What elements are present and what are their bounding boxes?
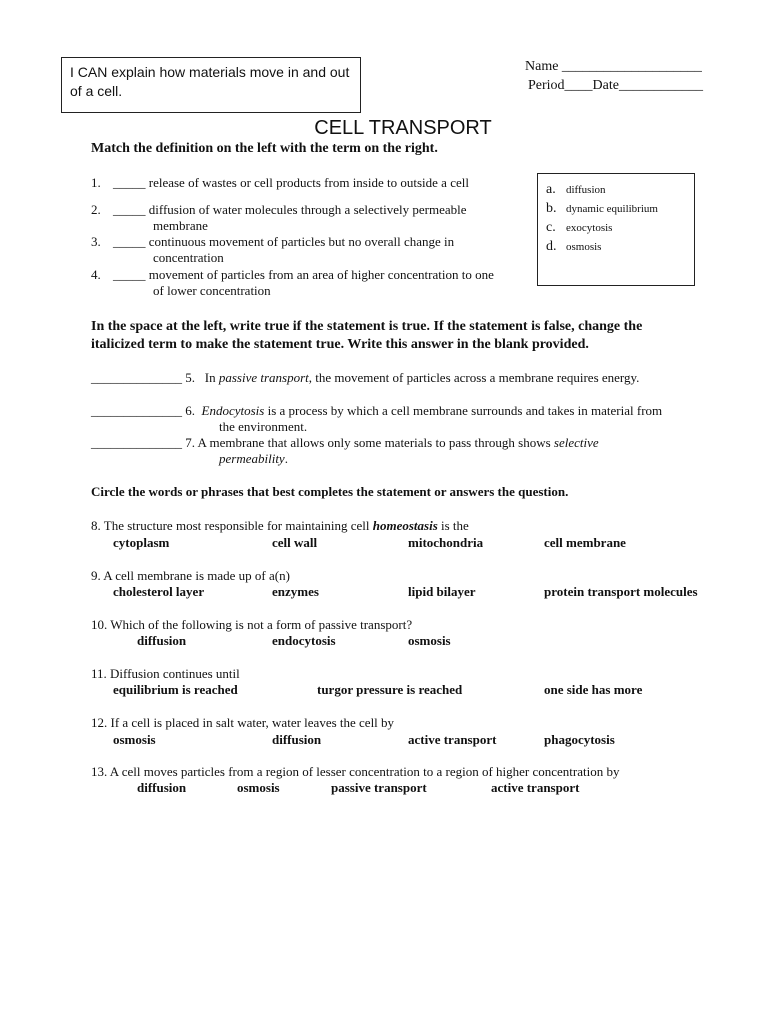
term-b: b. dynamic equilibrium [546,201,658,216]
question-7: ______________ 7. A membrane that allows only some materials to pass through shows selective permeability. [91,435,599,466]
question-6: ______________ 6. Endocytosis is a process by which a cell membrane surrounds and takes in material from the environment. [91,403,663,434]
match-item-2 [91,202,467,234]
truefalse-instruction: In the space at the left, write true if the statement is true. If the statement is false, change the italicized term to make the statement true. Write this answer in the blank provided. [91,319,643,352]
circle-instruction: Circle the words or phrases that best completes the statement or answers the question. [91,484,569,499]
q8-option-1[interactable]: cytoplasm [113,535,170,550]
match-instruction: Match the definition on the left with the term on the right. [91,141,438,156]
ican-statement: I CAN explain how materials move in and out of a cell. [70,64,350,99]
question-8: 8. The structure most responsible for maintaining cell homeostasis is the [91,518,469,533]
question-12: 12. If a cell is placed in salt water, water leaves the cell by [91,715,395,730]
term-a: a. diffusion [546,182,606,197]
terms-box [537,173,695,286]
answer-blank: ______________ 6. [91,403,195,418]
name-period-date [525,57,703,95]
q11-option-3[interactable]: one side has more [544,682,643,697]
question-13: 13. A cell moves particles from a region of lesser concentration to a region of higher concentration by [91,764,620,779]
q13-option-4[interactable]: active transport [491,780,580,795]
match-item-text: _____ release of wastes or cell products from inside to outside a cell [113,175,469,190]
q8-option-4[interactable]: cell membrane [544,535,626,550]
question-9: 9. A cell membrane is made up of a(n) [91,568,290,583]
match-item-1 [91,175,469,191]
answer-blank: ______________ 5. [91,370,195,385]
question-10: 10. Which of the following is not a form of passive transport? [91,617,413,632]
match-item-text-cont: membrane [153,218,208,233]
name-line: Name ____________________ [525,59,702,74]
match-item-text-cont: of lower concentration [153,283,271,298]
question-11: 11. Diffusion continues until [91,666,240,681]
q9-option-3[interactable]: lipid bilayer [408,584,476,599]
q12-option-1[interactable]: osmosis [113,732,156,747]
q10-option-2[interactable]: endocytosis [272,633,336,648]
q11-option-1[interactable]: equilibrium is reached [113,682,238,697]
match-item-number: 2. [91,202,101,217]
match-item-number: 3. [91,234,101,249]
q12-option-3[interactable]: active transport [408,732,497,747]
match-item-text-cont: concentration [153,250,224,265]
match-item-4 [91,267,494,299]
q10-option-3[interactable]: osmosis [408,633,451,648]
match-item-text: _____ movement of particles from an area of higher concentration to one [113,267,494,282]
q12-option-4[interactable]: phagocytosis [544,732,615,747]
q13-option-1[interactable]: diffusion [137,780,187,795]
q13-option-2[interactable]: osmosis [237,780,280,795]
match-item-number: 1. [91,175,101,190]
period-date-line: Period____Date____________ [528,78,703,93]
ican-statement-box [61,57,361,113]
match-item-text: _____ continuous movement of particles but no overall change in [113,234,455,249]
match-item-number: 4. [91,267,101,282]
match-item-3 [91,234,454,266]
q12-option-2[interactable]: diffusion [272,732,322,747]
q11-option-2[interactable]: turgor pressure is reached [317,682,463,697]
q8-option-3[interactable]: mitochondria [408,535,484,550]
q8-option-2[interactable]: cell wall [272,535,318,550]
q9-option-1[interactable]: cholesterol layer [113,584,205,599]
match-item-text: _____ diffusion of water molecules through a selectively permeable [113,202,467,217]
term-c: c. exocytosis [546,220,613,235]
question-5: ______________ 5. In passive transport, the movement of particles across a membrane requires energy. [91,370,640,385]
q9-option-4[interactable]: protein transport molecules [544,584,698,599]
answer-blank: ______________ 7. [91,435,195,450]
q10-option-1[interactable]: diffusion [137,633,187,648]
q9-option-2[interactable]: enzymes [272,584,319,599]
q13-option-3[interactable]: passive transport [331,780,427,795]
term-d: d. osmosis [546,239,602,254]
page-title: CELL TRANSPORT [314,117,492,139]
